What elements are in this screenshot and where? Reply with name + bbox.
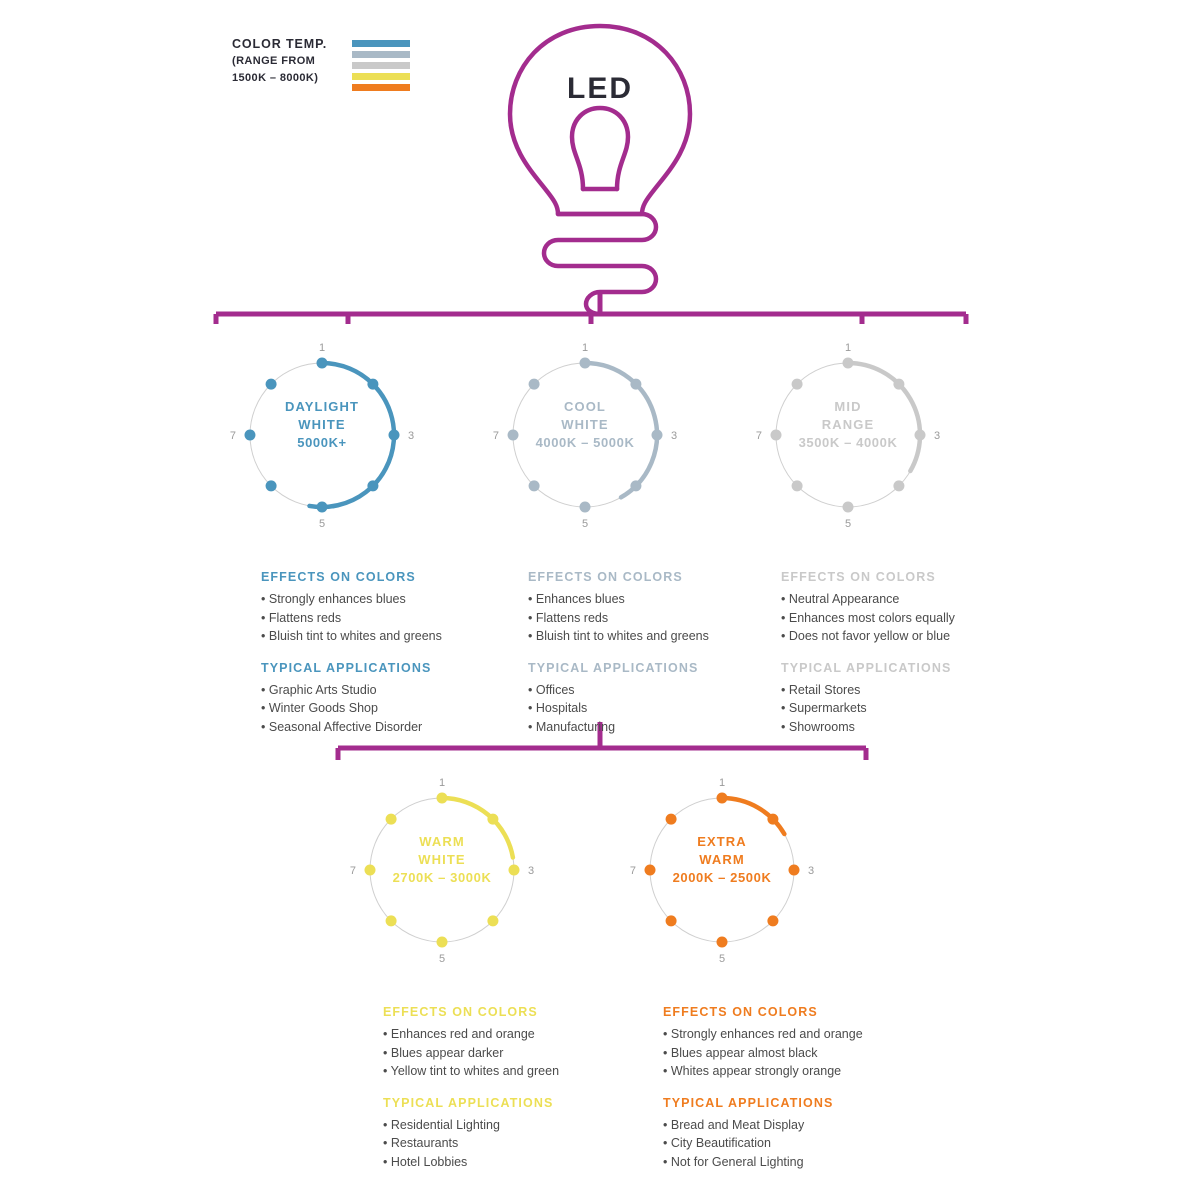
connector-top	[0, 290, 1200, 330]
svg-text:5: 5	[318, 518, 326, 530]
effects-heading: EFFECTS ON COLORS	[663, 1005, 818, 1019]
list-item: • Blues appear darker	[383, 1045, 598, 1062]
list-item: • Neutral Appearance	[781, 591, 996, 608]
dial-label-warm-white	[342, 833, 542, 887]
effects-list	[781, 591, 996, 645]
list-item: • Strongly enhances blues	[261, 591, 476, 608]
dial-card-extra-warm	[622, 765, 822, 975]
svg-text:1: 1	[718, 777, 726, 789]
legend-swatch-cool	[352, 51, 410, 58]
color-temp-legend	[232, 36, 412, 91]
dial-mid-range	[748, 330, 948, 540]
list-item: • Residential Lighting	[383, 1117, 598, 1134]
list-item: • Yellow tint to whites and green	[383, 1063, 598, 1080]
list-item: • Bluish tint to whites and greens	[261, 628, 476, 645]
effects-list	[383, 1026, 598, 1080]
applications-list	[781, 682, 996, 736]
dial-kelvin: 4000K – 5000K	[535, 435, 635, 450]
bulb-label: LED	[567, 72, 633, 105]
svg-text:1: 1	[438, 777, 446, 789]
list-item: • Winter Goods Shop	[261, 700, 476, 717]
list-item: • Graphic Arts Studio	[261, 682, 476, 699]
dial-kelvin: 2000K – 2500K	[672, 870, 772, 885]
dial-title-line1: MID	[834, 399, 862, 414]
svg-text:7: 7	[492, 430, 499, 442]
svg-text:7: 7	[629, 865, 636, 877]
info-cool-white	[528, 570, 743, 737]
list-item: • Flattens reds	[528, 610, 743, 627]
list-item: • Enhances blues	[528, 591, 743, 608]
applications-list	[383, 1117, 598, 1171]
effects-list	[663, 1026, 903, 1080]
dial-card-mid-range	[748, 330, 948, 540]
dial-card-warm-white	[342, 765, 542, 975]
list-item: • Bread and Meat Display	[663, 1117, 903, 1134]
list-item: • Hospitals	[528, 700, 743, 717]
legend-swatch-daylight	[352, 40, 410, 47]
list-item: • Restaurants	[383, 1135, 598, 1152]
dial-cool-white	[485, 330, 685, 540]
list-item: • Bluish tint to whites and greens	[528, 628, 743, 645]
legend-range-line2: 1500K – 8000K)	[232, 72, 319, 84]
svg-text:1: 1	[318, 342, 326, 354]
svg-text:3: 3	[528, 865, 535, 877]
legend-swatches	[352, 36, 410, 91]
info-daylight-white	[261, 570, 476, 737]
effects-heading: EFFECTS ON COLORS	[261, 570, 416, 584]
svg-text:3: 3	[808, 865, 815, 877]
dial-kelvin: 5000K+	[297, 435, 347, 450]
effects-heading: EFFECTS ON COLORS	[528, 570, 683, 584]
svg-text:5: 5	[844, 518, 852, 530]
effects-heading: EFFECTS ON COLORS	[383, 1005, 538, 1019]
svg-text:7: 7	[229, 430, 236, 442]
applications-list	[528, 682, 743, 736]
dial-daylight-white	[222, 330, 422, 540]
svg-text:5: 5	[581, 518, 589, 530]
svg-text:5: 5	[718, 953, 726, 965]
dial-kelvin: 2700K – 3000K	[392, 870, 492, 885]
dial-title-line2: WHITE	[561, 417, 609, 432]
applications-list	[663, 1117, 903, 1171]
list-item: • Hotel Lobbies	[383, 1154, 598, 1171]
list-item: • Flattens reds	[261, 610, 476, 627]
spacer	[528, 647, 743, 661]
dial-title-line2: RANGE	[821, 417, 875, 432]
list-item: • Strongly enhances red and orange	[663, 1026, 903, 1043]
dial-label-mid-range	[748, 398, 948, 452]
list-item: • Whites appear strongly orange	[663, 1063, 903, 1080]
dial-title-line1: WARM	[419, 834, 465, 849]
legend-swatch-extrawarm	[352, 84, 410, 91]
applications-list	[261, 682, 476, 736]
info-mid-range	[781, 570, 996, 737]
legend-swatch-warm	[352, 73, 410, 80]
dial-card-daylight-white	[222, 330, 422, 540]
spacer	[781, 647, 996, 661]
dial-title-line1: COOL	[564, 399, 606, 414]
dial-extra-warm	[622, 765, 822, 975]
svg-text:5: 5	[438, 953, 446, 965]
applications-heading: TYPICAL APPLICATIONS	[383, 1095, 554, 1110]
dial-warm-white	[342, 765, 542, 975]
dial-label-cool-white	[485, 398, 685, 452]
legend-text	[232, 36, 342, 91]
svg-text:3: 3	[934, 430, 941, 442]
info-warm-white	[383, 1005, 598, 1172]
svg-text:7: 7	[349, 865, 356, 877]
legend-title: COLOR TEMP.	[232, 37, 328, 51]
svg-text:1: 1	[581, 342, 589, 354]
list-item: • Enhances red and orange	[383, 1026, 598, 1043]
dial-label-daylight-white	[222, 398, 422, 452]
spacer	[663, 1082, 903, 1096]
list-item: • Does not favor yellow or blue	[781, 628, 996, 645]
list-item: • Seasonal Affective Disorder	[261, 719, 476, 736]
list-item: • City Beautification	[663, 1135, 903, 1152]
dial-title-line2: WHITE	[298, 417, 346, 432]
applications-heading: TYPICAL APPLICATIONS	[261, 660, 432, 675]
legend-swatch-mid	[352, 62, 410, 69]
led-bulb-icon	[480, 14, 720, 314]
dial-title-line2: WARM	[699, 852, 745, 867]
dial-title-line1: DAYLIGHT	[284, 399, 360, 414]
info-extra-warm	[663, 1005, 903, 1172]
applications-heading: TYPICAL APPLICATIONS	[781, 660, 952, 675]
svg-text:3: 3	[408, 430, 415, 442]
spacer	[261, 647, 476, 661]
dial-title-line2: WHITE	[418, 852, 466, 867]
list-item: • Showrooms	[781, 719, 996, 736]
applications-heading: TYPICAL APPLICATIONS	[663, 1095, 834, 1110]
list-item: • Offices	[528, 682, 743, 699]
svg-text:3: 3	[671, 430, 678, 442]
list-item: • Not for General Lighting	[663, 1154, 903, 1171]
legend-range-line1: (RANGE FROM	[232, 55, 316, 67]
svg-text:1: 1	[844, 342, 852, 354]
list-item: • Enhances most colors equally	[781, 610, 996, 627]
list-item: • Supermarkets	[781, 700, 996, 717]
effects-list	[528, 591, 743, 645]
spacer	[383, 1082, 598, 1096]
effects-list	[261, 591, 476, 645]
list-item: • Manufacturing	[528, 719, 743, 736]
dial-kelvin: 3500K – 4000K	[798, 435, 898, 450]
dial-card-cool-white	[485, 330, 685, 540]
dial-label-extra-warm	[622, 833, 822, 887]
list-item: • Retail Stores	[781, 682, 996, 699]
list-item: • Blues appear almost black	[663, 1045, 903, 1062]
applications-heading: TYPICAL APPLICATIONS	[528, 660, 699, 675]
dial-title-line1: EXTRA	[697, 834, 747, 849]
svg-text:7: 7	[755, 430, 762, 442]
effects-heading: EFFECTS ON COLORS	[781, 570, 936, 584]
